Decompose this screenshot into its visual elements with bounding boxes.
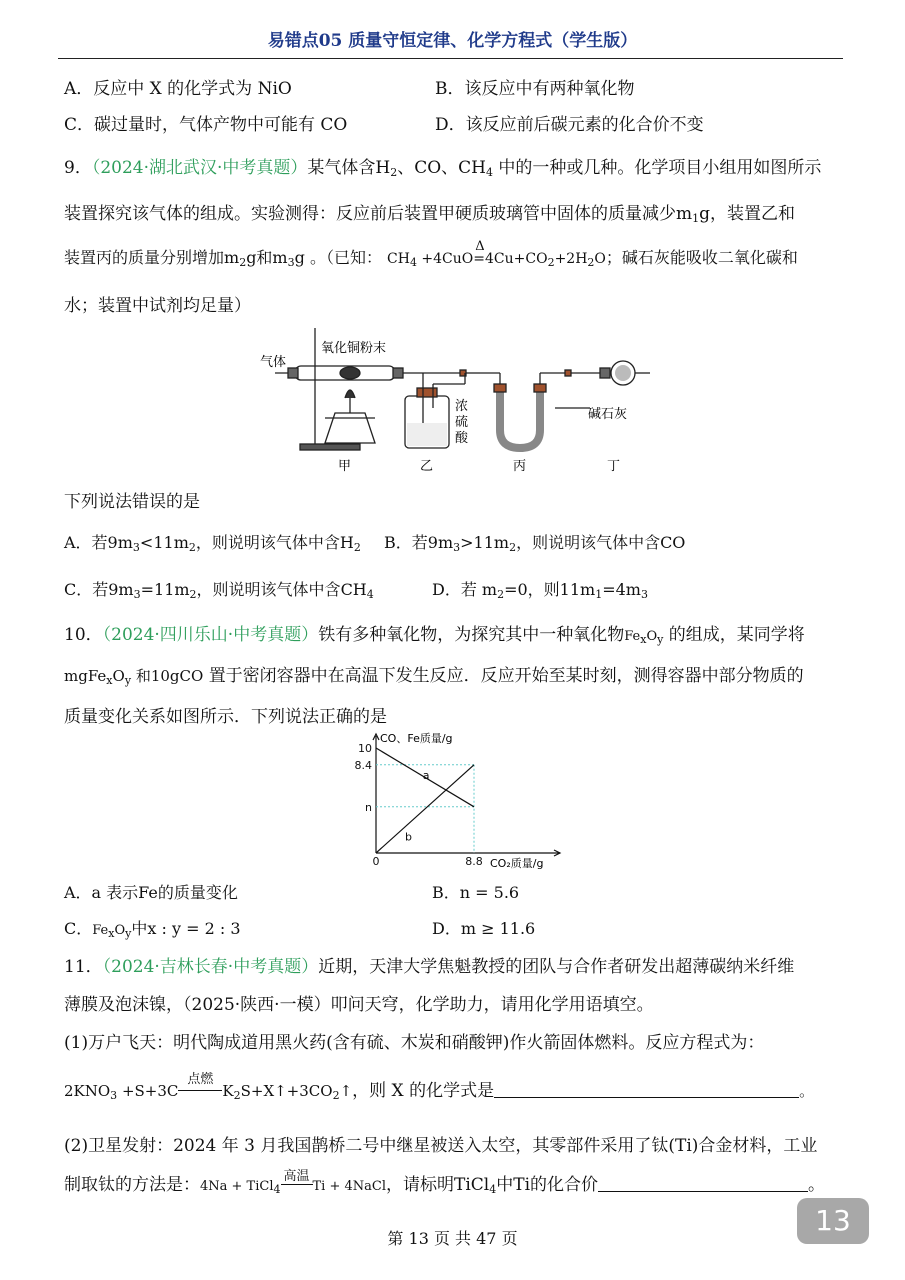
q9-equation: $CH_4 +4CuO$ Δ $=4Cu+CO_2+2H_2O$ [387, 239, 606, 269]
q9-source: （2024·湖北武汉·中考真题） [91, 158, 308, 178]
q9-line-3: 装置丙的质量分别增加$m_2g$和$m_3g$ 。（已知： $CH_4 +4CuO$ Δ $=4Cu+CO_2+2H_2O$；碱石灰能吸收二氧化碳和 [64, 239, 798, 269]
q9-option-b: B．若$9m_3>11m_2$，则说明该气体中含CO [384, 533, 686, 554]
label-bing: 丙 [513, 459, 527, 474]
series-annotation-b: b [404, 830, 412, 844]
eq2-condition [281, 1169, 313, 1194]
q8-option-a: A．反应中 X 的化学式为 NiO [64, 79, 292, 99]
q9-text: g 。（已知： [294, 248, 382, 267]
y-axis-label: CO、Fe质量/g [380, 732, 453, 745]
q9-option-c: C．若$9m_3=11m_2$，则说明该气体中含$CH_4$ [64, 580, 374, 601]
q11-text: 制取钛的方法是： [64, 1175, 200, 1195]
opt-text: C．若9m [64, 580, 134, 599]
q11-part-2-line-1: (2)卫星发射：2024 年 3 月我国鹊桥二号中继星被送入太空，其零部件采用了钛(Ti)合金材料，工业 [64, 1136, 818, 1156]
q10-option-c: C．$Fe_xO_y$中x : y = 2 : 3 [64, 919, 241, 940]
label-soda-lime: 碱石灰 [588, 407, 628, 422]
q10-number: 10． [64, 625, 103, 645]
page-header-title: 易错点05 质量守恒定律、化学方程式（学生版） [267, 31, 638, 51]
label-acid-2: 硫 [455, 415, 469, 430]
q11-text: 中Ti的化合价 [496, 1175, 599, 1195]
q9-line-2: 装置探究该气体的组成。实验测得：反应前后装置甲硬质玻璃管中固体的质量减少$m_1g$，装置乙和 [64, 204, 796, 225]
q9-number: 9． [64, 158, 92, 178]
opt-text: <11m [139, 533, 189, 552]
answer-blank-2[interactable] [598, 1190, 808, 1192]
q9-question: 下列说法错误的是 [64, 492, 200, 512]
q10-option-b: B．n = 5.6 [432, 883, 520, 902]
eq-condition: 高温 [283, 1169, 310, 1184]
q9-option-d: D．若 $m_2=0$，则$11m_1=4m_3$ [432, 580, 648, 601]
opt-text: 中x : y = 2 : 3 [131, 919, 241, 938]
q9-option-a: A．若$9m_3<11m_2$，则说明该气体中含$H_2$ [64, 533, 361, 554]
label-acid-1: 浓 [455, 399, 469, 414]
q9-text: g和m [246, 248, 288, 267]
opt-text: =0，则11m [504, 580, 596, 599]
q10-option-d: D．m ≥ 11.6 [432, 919, 536, 938]
q11-source: （2024·吉林长春·中考真题） [102, 957, 319, 977]
opt-text: =11m [140, 580, 190, 599]
eq-condition: 点燃 [187, 1072, 214, 1087]
q10-chart [340, 728, 570, 870]
opt-text: ，则说明该气体中含CO [516, 533, 686, 552]
series-annotation-a: a [422, 768, 430, 782]
q8-option-c: C．碳过量时，气体产物中可能有 CO [64, 115, 348, 135]
label-cuo-powder: 氧化铜粉末 [321, 341, 387, 356]
q10-text: 铁有多种氧化物，为探究其中一种氧化物 [318, 625, 625, 645]
eq1-condition [178, 1072, 222, 1100]
q10-line-3: 质量变化关系如图所示．下列说法正确的是 [64, 707, 387, 727]
q10-source: （2024·四川乐山·中考真题） [102, 625, 319, 645]
cuo-powder [340, 367, 360, 379]
page-footer: 第 13 页 共 47 页 [387, 1229, 518, 1248]
q10-text: 置于密闭容器中在高温下发生反应．反应开始至某时刻，测得容器中部分物质的 [208, 666, 804, 686]
q10-option-a: A．a 表示Fe的质量变化 [64, 883, 238, 902]
stand-base [300, 444, 360, 450]
y-tick-label: 10 [358, 742, 372, 755]
page-badge: 13 [797, 1198, 869, 1244]
q11-part-1: (1)万户飞天：明代陶成道用黑火药(含有硫、木炭和硝酸钾)作火箭固体燃料。反应方程式为： [64, 1033, 765, 1053]
label-jia: 甲 [338, 459, 352, 474]
q8-option-b: B．该反应中有两种氧化物 [435, 79, 635, 99]
label-yi: 乙 [420, 459, 434, 474]
q9-line-1: 9．（2024·湖北武汉·中考真题）某气体含$H_2$、CO、$CH_4$ 中的一种或几种。化学项目小组用如图所示 [64, 158, 822, 179]
label-acid-3: 酸 [455, 431, 469, 446]
x-axis-label: CO₂质量/g [490, 857, 544, 870]
opt-text: B．若9m [384, 533, 454, 552]
q11-equation-1: $2KNO_3 +S+3C$ 点燃 $K_2S+X↑+3CO_2↑$，则 X 的化学式是 。 [64, 1076, 814, 1102]
header-divider [58, 58, 843, 59]
y-tick-label: 8.4 [354, 758, 372, 772]
q9-text: 装置探究该气体的组成。实验测得：反应前后装置甲硬质玻璃管中固体的质量减少m [64, 204, 693, 224]
q8-option-d: D．该反应前后碳元素的化合价不变 [435, 115, 704, 135]
q11-text: 近期，天津大学焦魁教授的团队与合作者研发出超薄碳纳米纤维 [318, 957, 795, 977]
q10-text: 的组成，某同学将 [668, 625, 805, 645]
x-tick-label: 8.8 [465, 855, 483, 868]
q10-line-2: $mgFe_xO_y$ 和10gCO 置于密闭容器中在高温下发生反应．反应开始至某时刻，测得容器中部分物质的 [64, 666, 804, 687]
q9-line-4: 水；装置中试剂均足量） [64, 296, 251, 316]
q11-part-2-line-2: 制取钛的方法是：4Na + TiCl$_4$ 高温 Ti + 4NaCl，请标明TiCl$_4$中Ti的化合价 。 [64, 1170, 825, 1196]
q9-text: 某气体含 [307, 158, 376, 178]
q9-apparatus-figure [255, 318, 655, 478]
q9-text: ；碱石灰能吸收二氧化碳和 [605, 248, 798, 267]
u-tube [500, 390, 540, 448]
q9-text: 装置丙的质量分别增加m [64, 248, 240, 267]
label-ding: 丁 [607, 459, 621, 474]
opt-text: D．若 m [432, 580, 498, 599]
answer-blank-1[interactable] [494, 1096, 799, 1098]
q11-line-1 [64, 952, 794, 977]
q11-line-2: 薄膜及泡沫镍，（2025·陕西·一模）叩问天穹，化学助力，请用化学用语填空。 [64, 995, 654, 1015]
q9-text: g，装置乙和 [699, 204, 796, 224]
opt-text: ，则说明该气体中含 [196, 580, 341, 599]
q11-text: ，请标明TiCl [386, 1175, 490, 1195]
opt-text: ，则说明该气体中含 [195, 533, 340, 552]
q10-line-1: 10．（2024·四川乐山·中考真题）铁有多种氧化物，为探究其中一种氧化物$Fe_xO_y$ 的组成，某同学将 [64, 625, 805, 646]
y-tick-label: n [365, 800, 372, 814]
opt-text: A．若9m [64, 533, 133, 552]
q9-text: 中的一种或几种。化学项目小组用如图所示 [498, 158, 822, 178]
label-gas-inlet: 气体 [260, 355, 287, 370]
eq-text: 2KNO [64, 1082, 111, 1100]
eq-text: ，则 X 的化学式是 [352, 1081, 495, 1101]
opt-text: >11m [460, 533, 510, 552]
opt-text: =4m [602, 580, 641, 599]
q11-number: 11． [64, 957, 103, 977]
x-tick-label: 0 [372, 855, 380, 868]
